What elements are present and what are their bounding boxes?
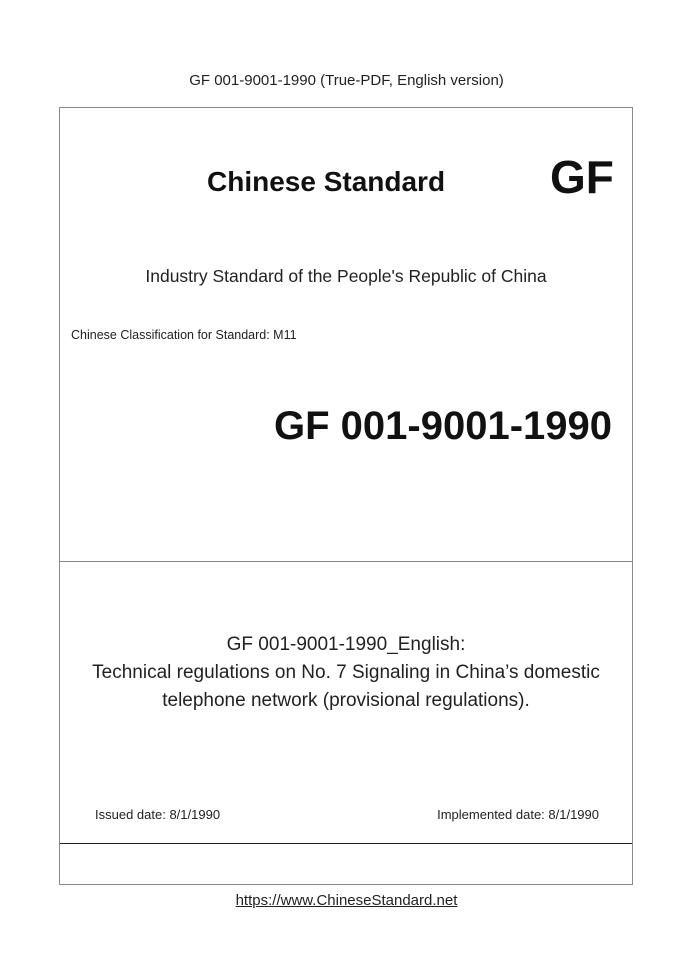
- page-header: GF 001-9001-1990 (True-PDF, English version): [189, 72, 504, 89]
- implemented-date: Implemented date: 8/1/1990: [437, 807, 599, 822]
- title-row: [60, 150, 632, 210]
- description-line-2: Technical regulations on No. 7 Signaling in China’s domestic: [92, 662, 600, 683]
- document-description: [60, 631, 632, 715]
- website-link[interactable]: https://www.ChineseStandard.net: [235, 892, 458, 909]
- description-line-3: telephone network (provisional regulations).: [162, 690, 530, 711]
- cover-top-section: [60, 108, 632, 562]
- standard-number: GF 001-9001-1990: [273, 404, 612, 448]
- gf-mark: GF: [550, 151, 614, 203]
- footer: [0, 892, 693, 909]
- classification-label: Chinese Classification for Standard: M11: [71, 328, 297, 342]
- cover-frame: [59, 107, 633, 885]
- cover-subtitle: Industry Standard of the People's Republic of China: [145, 266, 547, 286]
- cover-title: Chinese Standard: [207, 166, 446, 197]
- cover-bottom-section: [60, 561, 632, 844]
- description-line-1: GF 001-9001-1990_English:: [226, 634, 466, 655]
- issued-date: Issued date: 8/1/1990: [95, 807, 221, 822]
